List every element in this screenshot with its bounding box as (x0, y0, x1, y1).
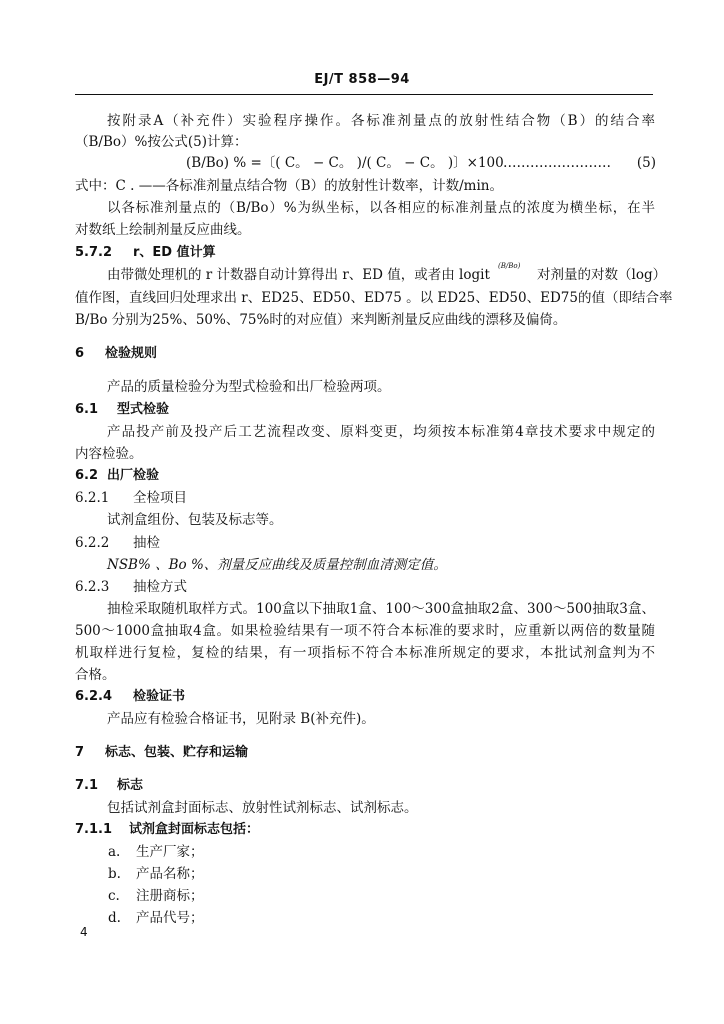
paragraph-line: 对数纸上绘制剂量反应曲线。 (75, 222, 251, 238)
section-heading-6-2-3 (75, 578, 655, 596)
list-item (108, 887, 204, 905)
paragraph-line: B/Bo 分别为25%、50%、75%时的对应值）来判断剂量反应曲线的漂移及偏倚。 (75, 312, 567, 328)
section-number: 6.2.4 (75, 689, 113, 704)
section-title: 标志 (117, 778, 144, 793)
list-marker: a. (108, 844, 121, 860)
formula-leader-dots: …………………… (503, 155, 611, 171)
section-title: 检验证书 (133, 689, 186, 704)
section-title: 出厂检验 (107, 468, 160, 483)
section-number: 6.2.2 (75, 535, 110, 551)
section-heading-6-2-4 (75, 688, 655, 706)
section-title: 全检项目 (133, 490, 187, 506)
section-heading-6-1 (75, 401, 655, 419)
section-number: 7.1 (75, 778, 99, 793)
section-heading-7-1 (75, 777, 655, 795)
page-number: 4 (80, 925, 88, 939)
section-heading-7 (75, 744, 655, 762)
section-title: 标志、包装、贮存和运输 (105, 745, 249, 760)
section-number: 6.2.3 (75, 579, 110, 595)
section-number: 5.7.2 (75, 245, 113, 260)
section-number: 7.1.1 (75, 822, 113, 837)
list-item-text: 产品代号； (136, 910, 204, 926)
section-number: 7 (75, 745, 85, 760)
paragraph-line: 值作图，直线回归处理求出 r、ED25、ED50、ED75 。以 ED25、ED50、ED75的值（即结合率 (75, 290, 673, 306)
list-item-text: 产品名称； (136, 866, 204, 882)
paragraph-line: （B/Bo）%按公式(5)计算： (75, 134, 248, 150)
section-heading-6-2-1 (75, 489, 655, 507)
list-item-text: 生产厂家； (136, 844, 204, 860)
section-title: 试剂盒封面标志包括： (129, 822, 260, 837)
section-title: 检验规则 (105, 346, 158, 361)
section-title: 型式检验 (117, 402, 170, 417)
formula-where-clause: 式中：C . ——各标准剂量点结合物（B）的放射性计数率，计数/min。 (75, 178, 503, 194)
running-header: EJ/T 858—94 (314, 72, 410, 87)
section-title: r、ED 值计算 (133, 245, 216, 260)
formula-expression: (B/Bo) % =〔( C。 − C。 )/( C。 − C。 )〕×100 (186, 155, 504, 171)
list-item (108, 843, 204, 861)
list-item (108, 865, 204, 883)
list-marker: c. (108, 888, 120, 904)
paragraph-line: 以各标准剂量点的（B/Bo）%为纵坐标，以各相应的标准剂量点的浓度为横坐标，在半 (107, 200, 655, 216)
paragraph-line: 产品应有检验合格证书，见附录 B(补充件)。 (107, 711, 375, 727)
section-number: 6 (75, 346, 85, 361)
formula-5 (186, 154, 656, 172)
section-heading-6-2 (75, 467, 655, 485)
section-heading-5-7-2 (75, 244, 655, 262)
logit-superscript: (B/Bo) (498, 262, 521, 270)
list-item-text: 注册商标； (136, 888, 204, 904)
header-rule (75, 94, 653, 95)
paragraph-line: 产品投产前及投产后工艺流程改变、原料变更，均须按本标准第4章技术要求中规定的 (107, 424, 655, 440)
list-marker: d. (108, 910, 121, 926)
paragraph-line: 包括试剂盒封面标志、放射性试剂标志、试剂标志。 (107, 800, 418, 816)
paragraph-line (107, 266, 667, 284)
text-run: 对剂量的对数（log） (537, 267, 667, 283)
text-run: 由带微处理机的 r 计数器自动计算得出 r、ED 值，或者由 logit (107, 267, 490, 283)
paragraph-line: 机取样进行复检，复检的结果，有一项指标不符合本标准所规定的要求，本批试剂盒判为不 (75, 645, 655, 661)
paragraph-line: 产品的质量检验分为型式检验和出厂检验两项。 (107, 379, 391, 395)
paragraph-line: 合格。 (75, 667, 116, 683)
section-heading-7-1-1 (75, 821, 655, 839)
paragraph-line: 500～1000盒抽取4盒。如果检验结果有一项不符合本标准的要求时，应重新以两倍的数量随 (75, 623, 655, 639)
paragraph-line: 试剂盒组份、包装及标志等。 (107, 512, 283, 528)
section-number: 6.1 (75, 402, 99, 417)
paragraph-line: 抽检采取随机取样方式。100盒以下抽取1盒、100～300盒抽取2盒、300～500抽取3盒、 (107, 601, 655, 617)
section-title: 抽检 (133, 535, 160, 551)
list-item (108, 909, 204, 927)
section-heading-6 (75, 345, 655, 363)
paragraph-line: 内容检验。 (75, 446, 143, 462)
paragraph-line: 按附录A（补充件）实验程序操作。各标准剂量点的放射性结合物（B）的结合率 (107, 113, 655, 129)
formula-number: (5) (636, 155, 656, 171)
section-title: 抽检方式 (133, 579, 187, 595)
paragraph-line: NSB% 、Bo %、剂量反应曲线及质量控制血清测定值。 (107, 557, 447, 573)
section-number: 6.2 (75, 468, 99, 483)
section-heading-6-2-2 (75, 534, 655, 552)
section-number: 6.2.1 (75, 490, 110, 506)
list-marker: b. (108, 866, 121, 882)
